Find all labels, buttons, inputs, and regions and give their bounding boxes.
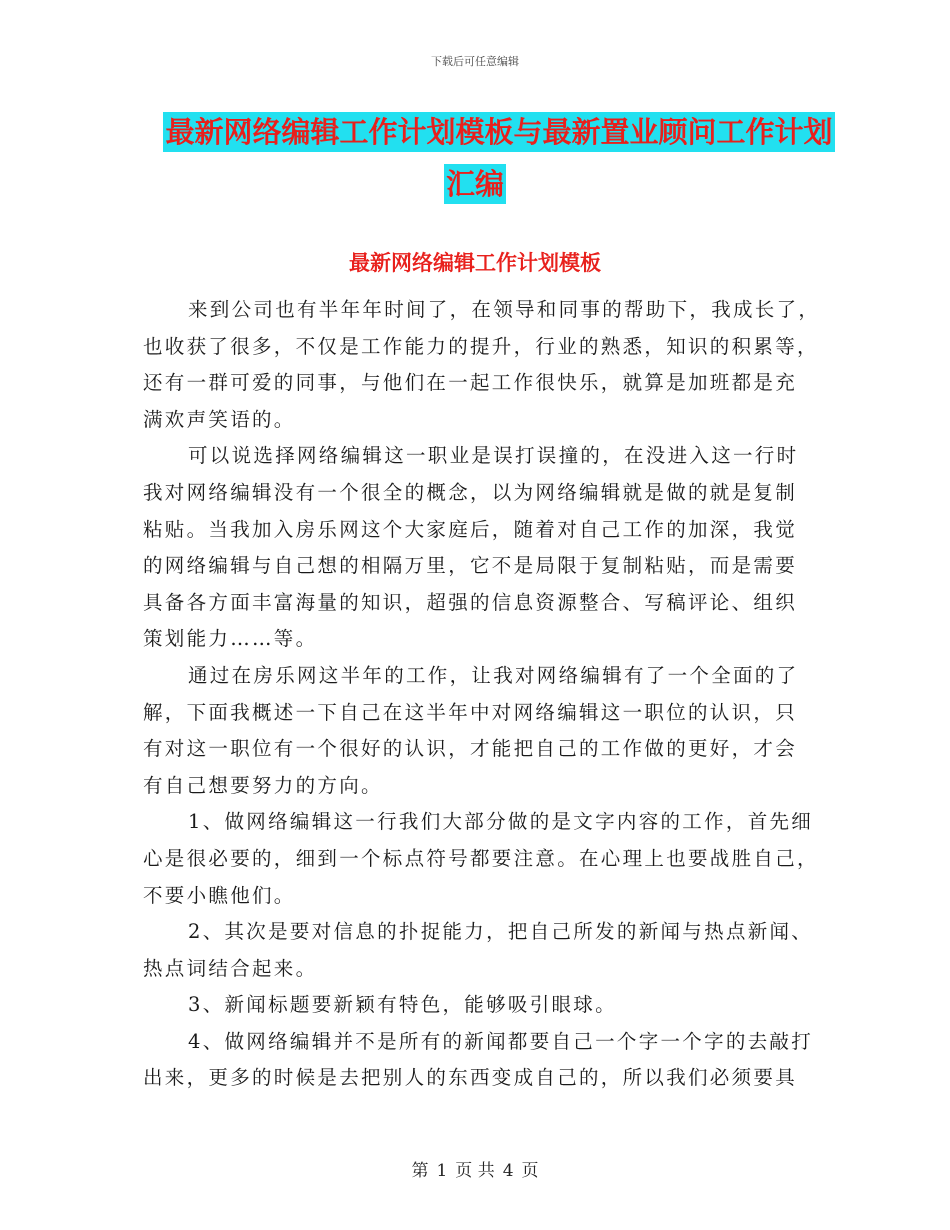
paragraph-5-line: 热点词结合起来。 [143,956,318,980]
paragraph-2-line: 的网络编辑与自己想的相隔万里，它不是局限于复制粘贴，而是需要 [143,554,798,578]
paragraph-3-line: 通过在房乐网这半年的工作，让我对网络编辑有了一个全面的了 [188,663,799,687]
paragraph-2-line: 策划能力……等。 [143,627,318,651]
paragraph-6-line: 3、新闻标题要新颖有特色，能够吸引眼球。 [188,993,617,1017]
footer-page-number: 1 [436,1161,448,1181]
paragraph-4-line: 心是很必要的，细到一个标点符号都要注意。在心理上也要战胜自己， [143,846,819,870]
paragraph-2-line: 我对网络编辑没有一个很全的概念，以为网络编辑就是做的就是复制 [143,480,798,504]
footer-prefix: 第 [411,1161,429,1181]
paragraph-5-line: 2、其次是要对信息的扑捉能力，把自己所发的新闻与热点新闻、 [188,920,814,944]
paragraph-2-line: 可以说选择网络编辑这一职业是误打误撞的，在没进入这一行时 [188,444,799,468]
page-footer [0,1156,950,1181]
paragraph-3-line: 解，下面我概述一下自己在这半年中对网络编辑这一职位的认识，只 [143,700,798,724]
section-heading: 最新网络编辑工作计划模板 [349,251,601,275]
paragraph-1-line: 也收获了很多，不仅是工作能力的提升，行业的熟悉，知识的积累等， [143,334,819,358]
paragraph-3-line: 有自己想要努力的方向。 [143,773,383,797]
footer-mid: 页 共 [455,1161,495,1181]
header-note: 下载后可任意编辑 [431,55,519,68]
paragraph-2-line: 粘贴。当我加入房乐网这个大家庭后，随着对自己工作的加深，我觉 [143,517,798,541]
paragraph-7-line: 出来，更多的时候是去把别人的东西变成自己的，所以我们必须要具 [143,1066,798,1090]
paragraph-1-line: 还有一群可爱的同事，与他们在一起工作很快乐，就算是加班都是充 [143,371,798,395]
paragraph-1-line: 满欢声笑语的。 [143,407,296,431]
paragraph-4-line: 1、做网络编辑这一行我们大部分做的是文字内容的工作，首先细 [188,810,814,834]
body-text [143,292,821,1097]
document-title [0,112,950,204]
footer-total-pages: 4 [502,1161,514,1181]
paragraph-2-line: 具备各方面丰富海量的知识，超强的信息资源整合、写稿评论、组织 [143,590,798,614]
title-line-2: 汇编 [444,164,506,204]
footer-suffix: 页 [521,1161,539,1181]
paragraph-7-line: 4、做网络编辑并不是所有的新闻都要自己一个字一个字的去敲打 [188,1029,814,1053]
title-line-1: 最新网络编辑工作计划模板与最新置业顾问工作计划 [163,112,834,152]
paragraph-1-line: 来到公司也有半年年时间了，在领导和同事的帮助下，我成长了， [188,298,821,321]
paragraph-4-line: 不要小瞧他们。 [143,883,296,907]
paragraph-3-line: 有对这一职位有一个很好的认识，才能把自己的工作做的更好，才会 [143,737,798,761]
